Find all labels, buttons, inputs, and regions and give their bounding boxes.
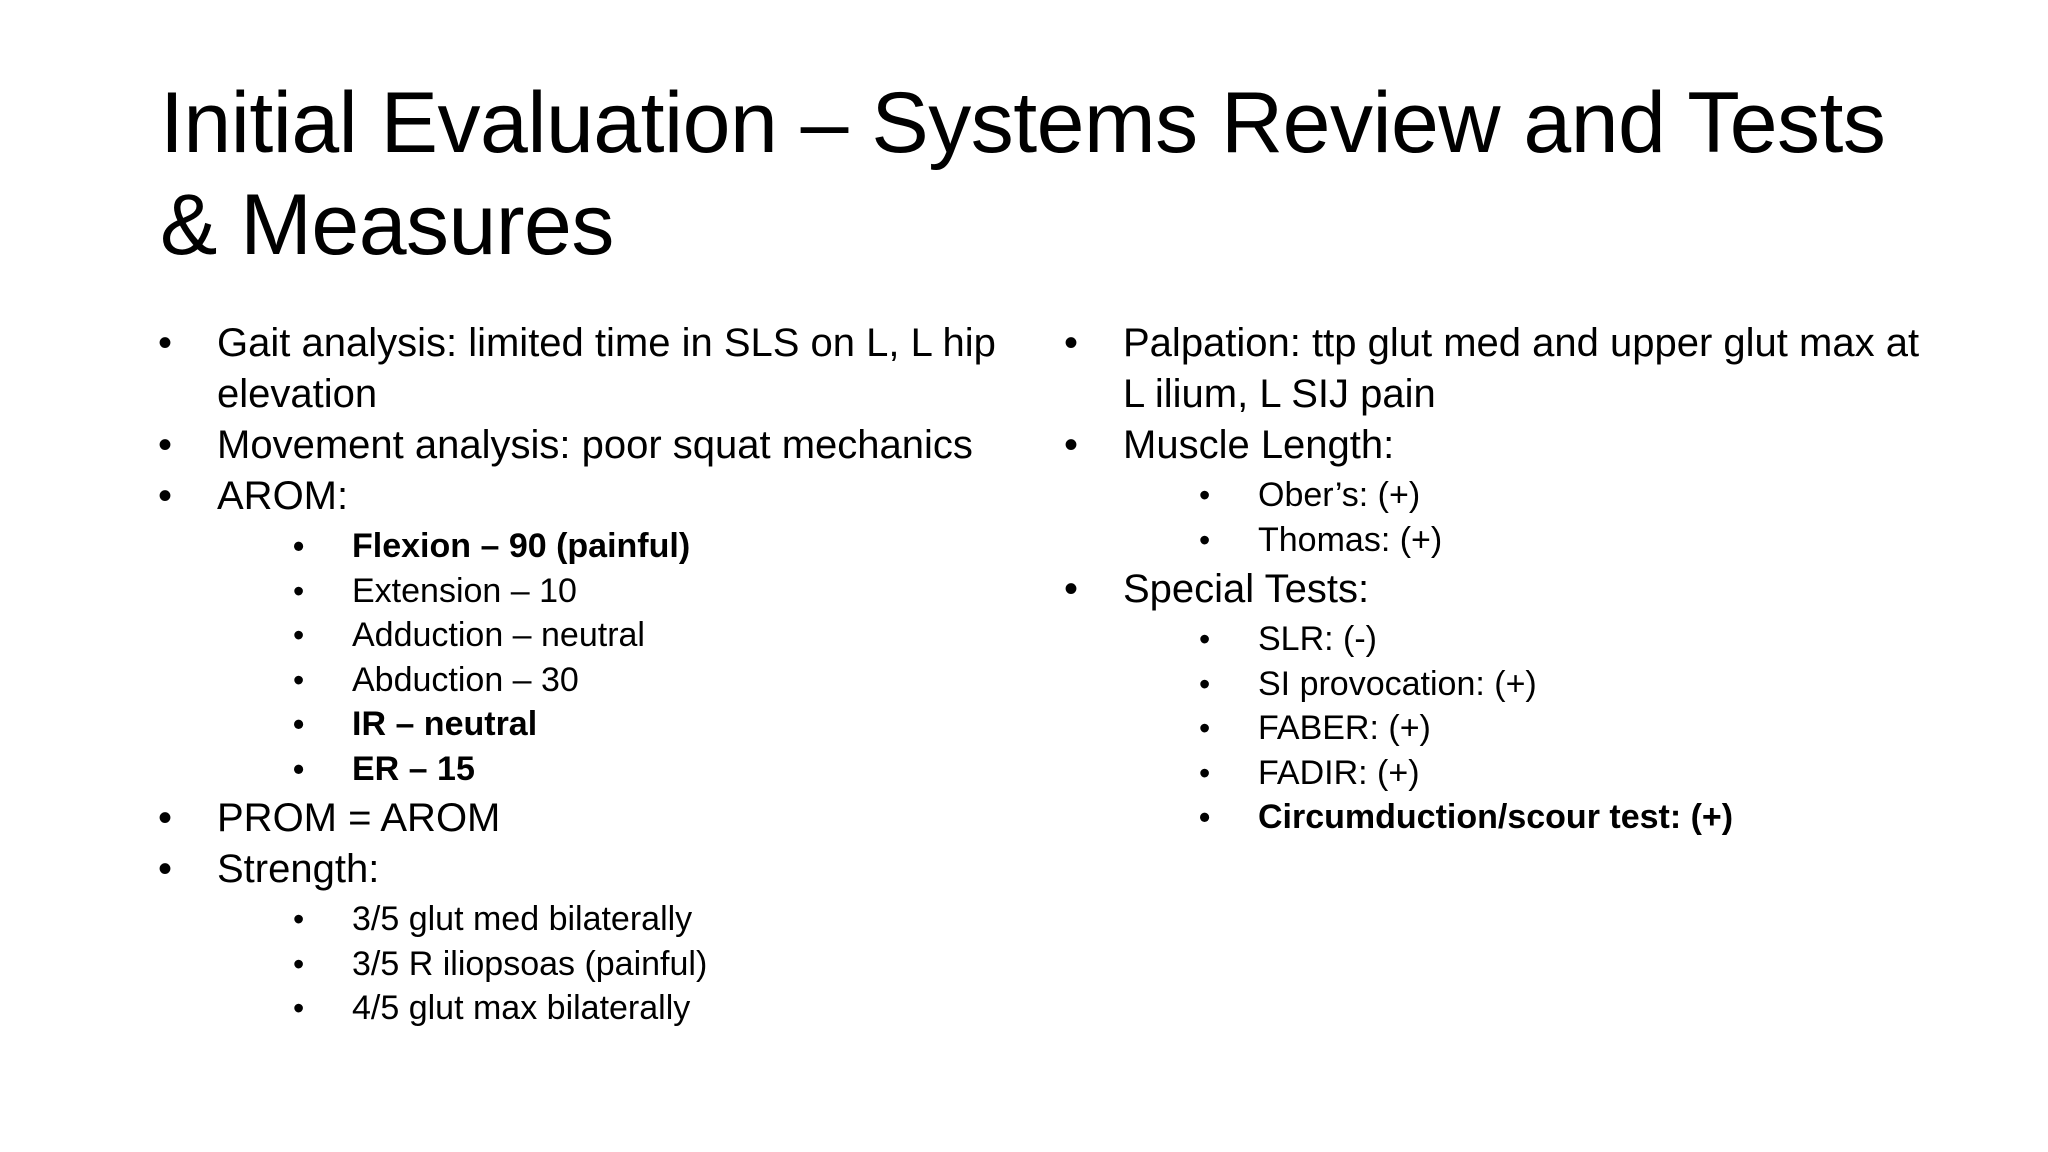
arom-label: AROM: xyxy=(217,474,349,518)
strength-item-iliopsoas: • 3/5 R iliopsoas (painful) xyxy=(217,942,1020,987)
arom-item-flexion: • Flexion – 90 (painful) xyxy=(217,524,1020,569)
arom-item-extension: • Extension – 10 xyxy=(217,569,1020,614)
slide-title: Initial Evaluation – Systems Review and Tests & Measures xyxy=(160,75,1886,273)
special-test-slr: • SLR: (-) xyxy=(1123,617,1926,662)
special-test-faber: • FABER: (+) xyxy=(1123,706,1926,751)
arom-item-ir: • IR – neutral xyxy=(217,702,1020,747)
bullet-gait-analysis: • Gait analysis: limited time in SLS on L, L hip elevation xyxy=(160,318,1020,420)
strength-item-glut-med: • 3/5 glut med bilaterally xyxy=(217,897,1020,942)
right-column-list xyxy=(1066,318,1926,842)
special-test-fadir: • FADIR: (+) xyxy=(1123,751,1926,796)
special-test-scour: • Circumduction/scour test: (+) xyxy=(1123,795,1926,840)
strength-sublist xyxy=(217,897,1020,1031)
bullet-prom: • PROM = AROM xyxy=(160,793,1020,844)
bullet-special-tests xyxy=(1066,564,1926,840)
left-column-list xyxy=(160,318,1020,1033)
bullet-palpation: • Palpation: ttp glut med and upper glut max at L ilium, L SIJ pain xyxy=(1066,318,1926,420)
muscle-length-label: Muscle Length: xyxy=(1123,423,1395,467)
arom-item-abduction: • Abduction – 30 xyxy=(217,658,1020,703)
special-tests-label: Special Tests: xyxy=(1123,567,1370,611)
strength-label: Strength: xyxy=(217,847,380,891)
bullet-arom xyxy=(160,471,1020,791)
muscle-length-item-obers: • Ober’s: (+) xyxy=(1123,473,1926,518)
special-tests-sublist xyxy=(1123,617,1926,840)
arom-sublist xyxy=(217,524,1020,791)
strength-item-glut-max: • 4/5 glut max bilaterally xyxy=(217,986,1020,1031)
muscle-length-item-thomas: • Thomas: (+) xyxy=(1123,518,1926,563)
special-test-si-provocation: • SI provocation: (+) xyxy=(1123,662,1926,707)
bullet-strength xyxy=(160,844,1020,1031)
arom-item-er: • ER – 15 xyxy=(217,747,1020,792)
arom-item-adduction: • Adduction – neutral xyxy=(217,613,1020,658)
bullet-muscle-length xyxy=(1066,420,1926,562)
bullet-movement-analysis: • Movement analysis: poor squat mechanics xyxy=(160,420,1020,471)
muscle-length-sublist xyxy=(1123,473,1926,562)
